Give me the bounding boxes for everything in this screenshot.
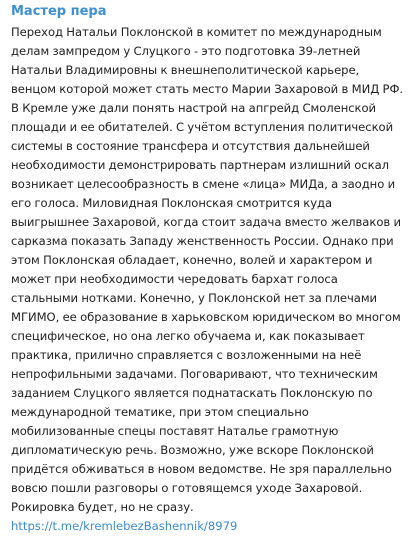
post-link[interactable]: https://t.me/kremlebezBashennik/8979	[11, 519, 238, 533]
channel-name[interactable]: Мастер пера	[11, 4, 107, 19]
post-text: Переход Натальи Поклонской в комитет по международным делам зампредом у Слуцкого - это подготовка 39-летней Натальи Владимировны к внешнеполитической карьере, венцом которой может стать место Марии Захаровой в МИД РФ. В Кремле уже дали понять настрой на апгрейд Смоленской площади и ее обитателей. С учётом вступления политической системы в состояние трансфера и отсутствия дальнейшей необходимости демонстрировать партнерам излишний оскал возникает целесообразность в смене «лица» МИДа, а заодно и его голоса. Миловидная Поклонская смотрится куда выигрышнее Захаровой, когда стоит задача вместо желваков и сарказма показать Западу женственность России. Однако при этом Поклонская обладает, конечно, волей и характером и может при необходимости чередовать бархат голоса стальными нотками. Конечно, у Поклонской нет за плечами МГИМО, ее образование в харьковском юридическом во многом специфическое, но она легко обучаема и, как показывает практика, прилично справляется с возложенными на неё непрофильными задачами. Поговаривают, что техническим заданием Слуцкого является поднатаскать Поклонскую по международной тематике, при этом специально мобилизованные спецы поставят Наталье грамотную дипломатическую речь. Возможно, уже вскоре Поклонской придётся обживаться в новом ведомстве. Не зря параллельно вовсю пошли разговоры о готовящемся уходе Захаровой. Рокировка будет, но не сразу.	[11, 25, 404, 514]
channel-post	[8, 0, 407, 533]
